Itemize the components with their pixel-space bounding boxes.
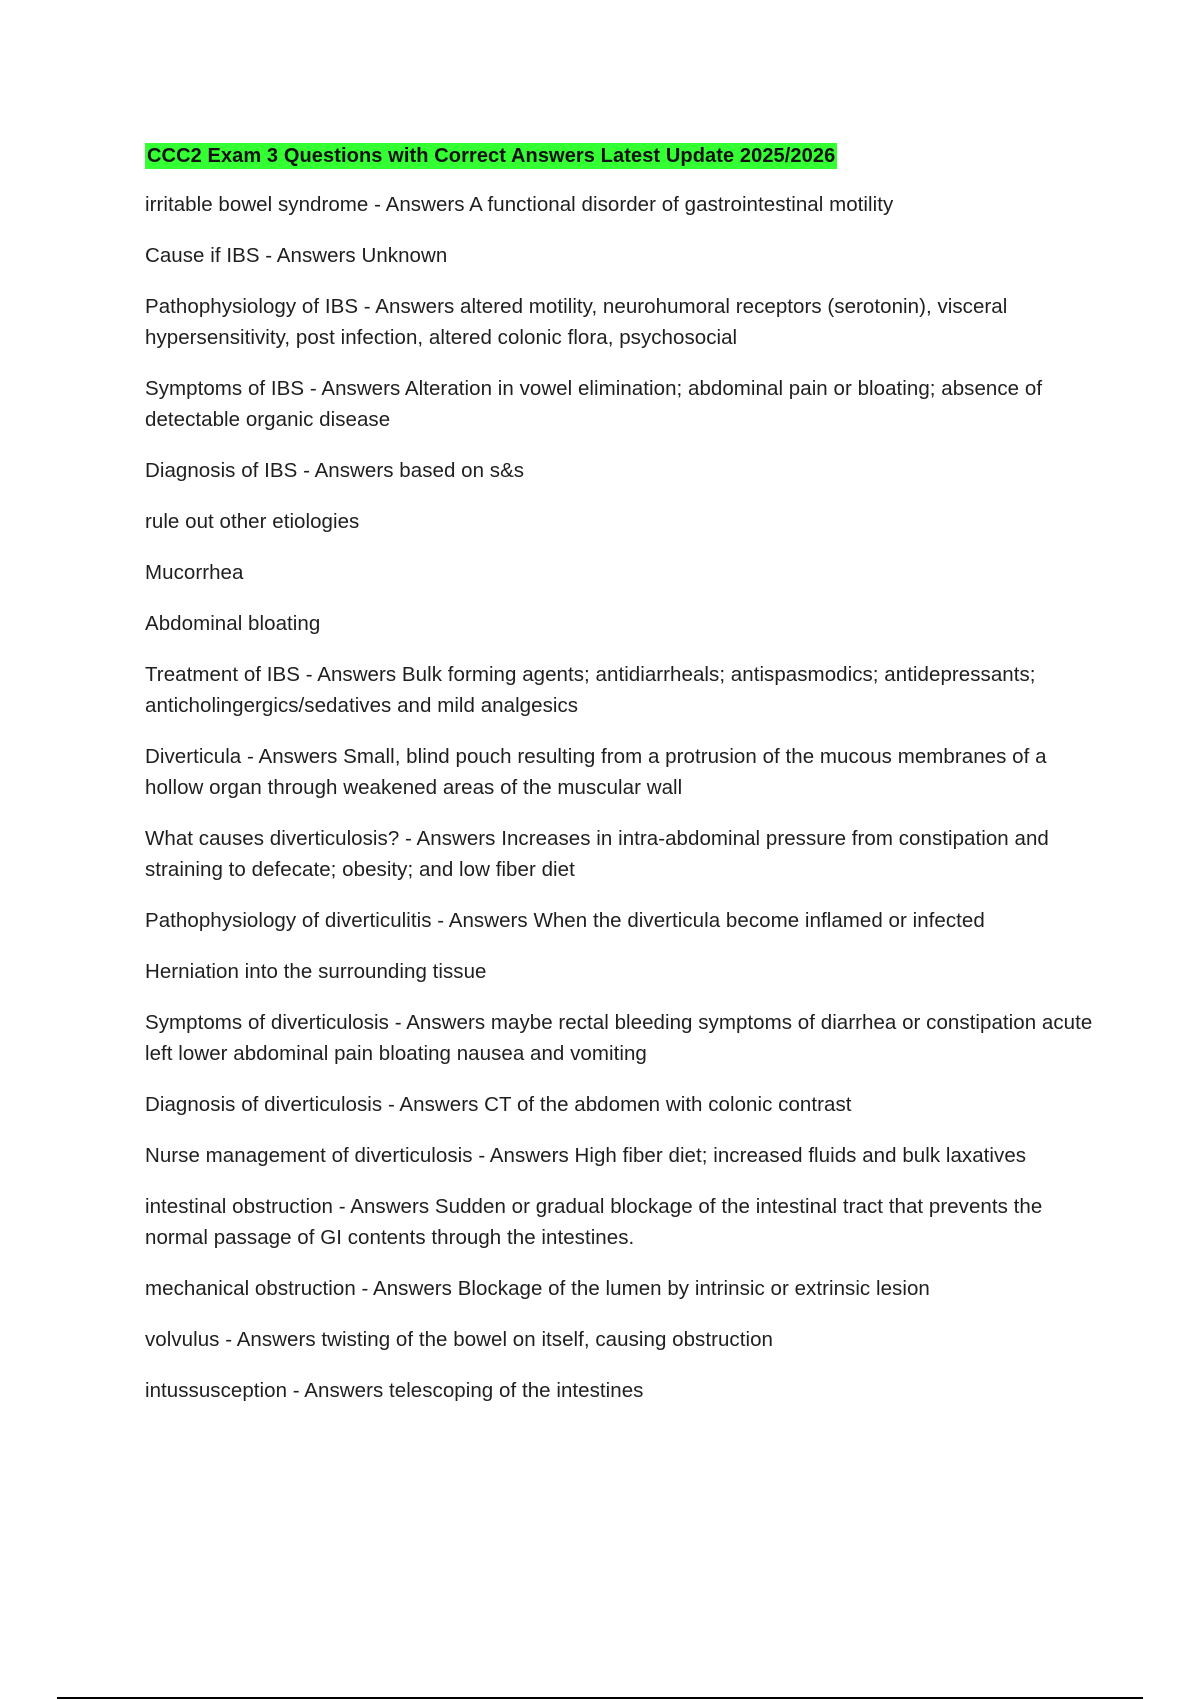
qa-item: Symptoms of diverticulosis - Answers maybe rectal bleeding symptoms of diarrhea or constipation acute left lower abdominal pain bloating nausea and vomiting	[145, 1011, 1093, 1065]
qa-item: Cause if IBS - Answers Unknown	[145, 244, 448, 267]
qa-item: Diagnosis of diverticulosis - Answers CT of the abdomen with colonic contrast	[145, 1093, 852, 1116]
qa-item: Diagnosis of IBS - Answers based on s&s	[145, 459, 525, 482]
qa-item: Abdominal bloating	[145, 612, 321, 635]
qa-item: Diverticula - Answers Small, blind pouch resulting from a protrusion of the mucous membranes of a hollow organ through weakened areas of the muscular wall	[145, 745, 1047, 799]
document-content	[145, 143, 1100, 1426]
qa-item: Pathophysiology of IBS - Answers altered motility, neurohumoral receptors (serotonin), visceral hypersensitivity, post infection, altered colonic flora, psychosocial	[145, 295, 1008, 349]
qa-item: mechanical obstruction - Answers Blockage of the lumen by intrinsic or extrinsic lesion	[145, 1277, 930, 1300]
footer-divider	[57, 1697, 1143, 1699]
qa-item: rule out other etiologies	[145, 510, 360, 533]
qa-item: Mucorrhea	[145, 561, 244, 584]
qa-item: intestinal obstruction - Answers Sudden or gradual blockage of the intestinal tract that prevents the normal passage of GI contents through the intestines.	[145, 1195, 1043, 1249]
qa-item: Herniation into the surrounding tissue	[145, 960, 487, 983]
qa-item: Treatment of IBS - Answers Bulk forming agents; antidiarrheals; antispasmodics; antidepressants; anticholingergics/sedatives and mild analgesics	[145, 663, 1036, 717]
qa-item: volvulus - Answers twisting of the bowel on itself, causing obstruction	[145, 1328, 773, 1351]
qa-item: Symptoms of IBS - Answers Alteration in vowel elimination; abdominal pain or bloating; absence of detectable organic disease	[145, 377, 1043, 431]
qa-item: irritable bowel syndrome - Answers A functional disorder of gastrointestinal motility	[145, 193, 894, 216]
qa-item: What causes diverticulosis? - Answers Increases in intra-abdominal pressure from constipation and straining to defecate; obesity; and low fiber diet	[145, 827, 1049, 881]
qa-item: Pathophysiology of diverticulitis - Answers When the diverticula become inflamed or infected	[145, 909, 985, 932]
document-title: CCC2 Exam 3 Questions with Correct Answers Latest Update 2025/2026	[147, 145, 836, 167]
qa-item: intussusception - Answers telescoping of the intestines	[145, 1379, 644, 1402]
qa-item: Nurse management of diverticulosis - Answers High fiber diet; increased fluids and bulk laxatives	[145, 1144, 1027, 1167]
